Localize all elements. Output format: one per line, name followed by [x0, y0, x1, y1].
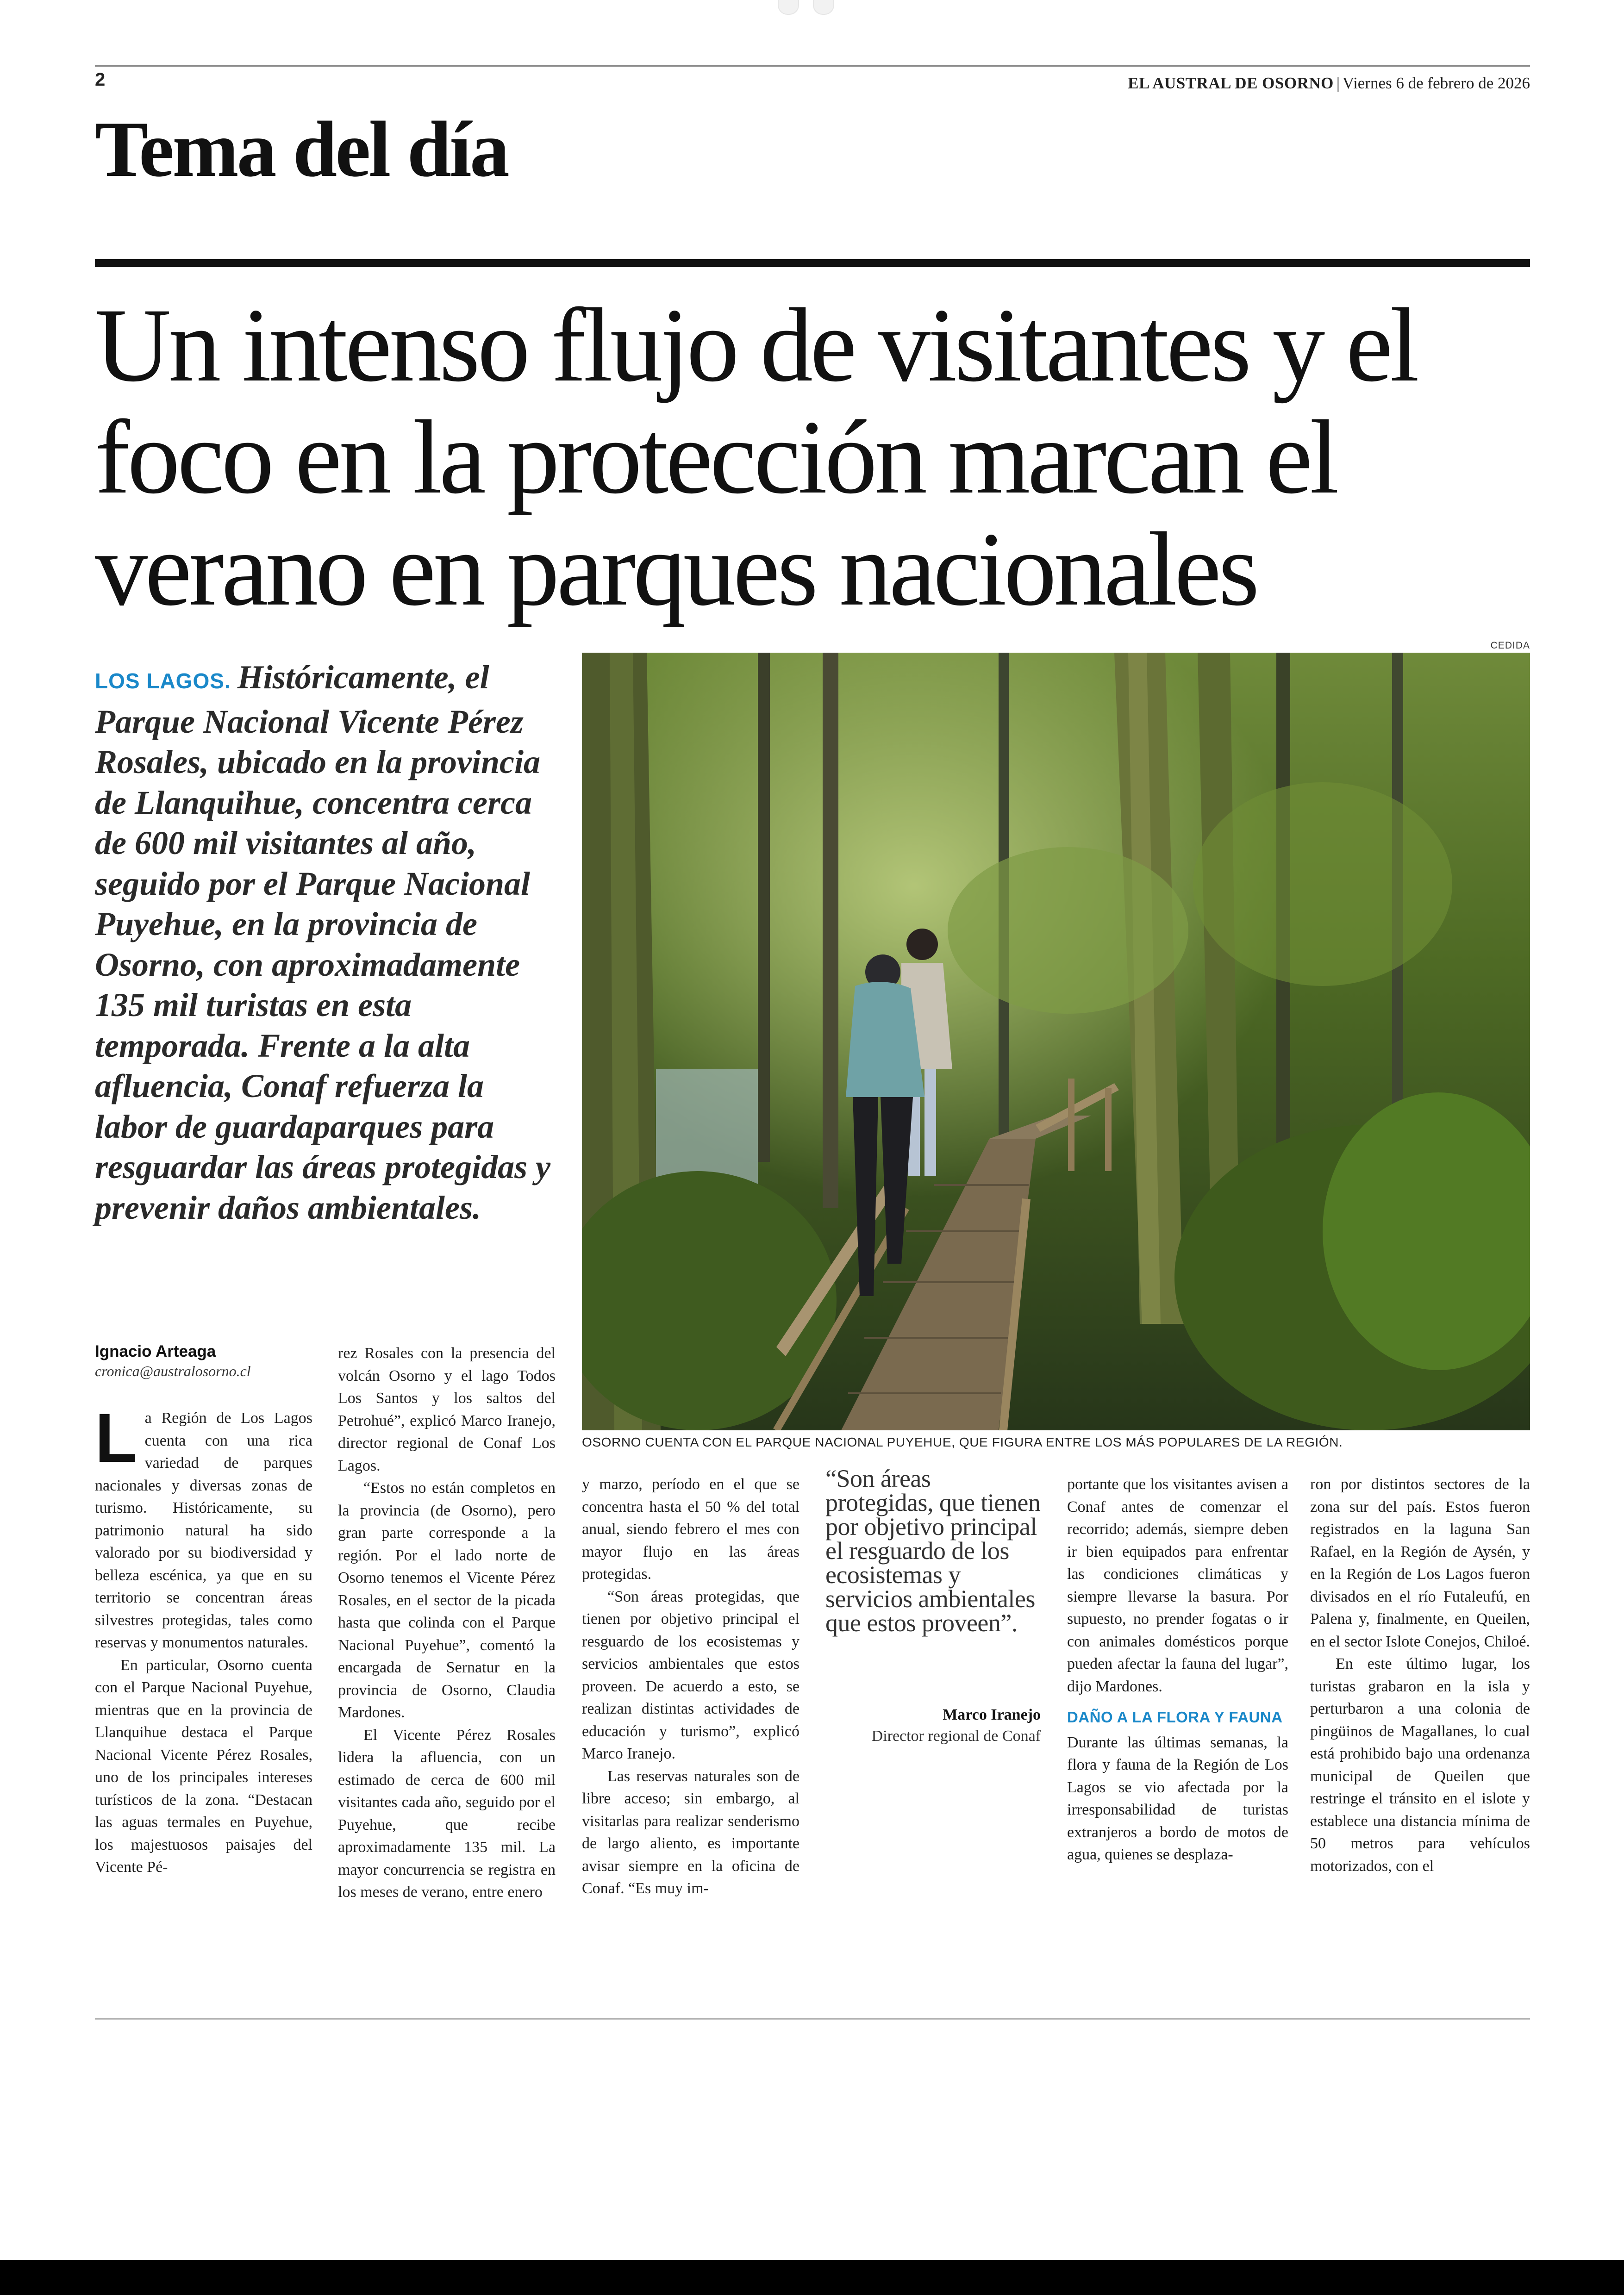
author-name: Ignacio Arteaga	[95, 1342, 216, 1360]
top-rule	[95, 65, 1530, 67]
body-paragraph: En este último lugar, los turistas grabaron en la isla y perturbaron a una colonia de pingüinos de Magallanes, lo cual está prohibido bajo una ordenanza municipal de Queilen que restringe el tránsito en el islote y establece una distancia mínima de 50 metros para vehículos motorizados, con el	[1310, 1655, 1530, 1875]
body-column-1	[95, 1399, 312, 1879]
section-rule	[95, 259, 1530, 267]
photo-credit: CEDIDA	[1490, 640, 1530, 651]
body-paragraph: y marzo, período en el que se concentra hasta el 50 % del total anual, siendo febrero el mes con mayor flujo en las áreas protegidas.	[582, 1476, 800, 1583]
author-email[interactable]: cronica@australosorno.cl	[95, 1363, 251, 1379]
body-column-6	[1310, 1473, 1530, 1877]
masthead-separator: |	[1336, 74, 1340, 92]
headline-line: foco en la protección marcan el	[95, 399, 1337, 516]
photo-caption: OSORNO CUENTA CON EL PARQUE NACIONAL PUYEHUE, QUE FIGURA ENTRE LOS MÁS POPULARES DE LA REGIÓN.	[582, 1435, 1343, 1449]
body-column-5	[1067, 1473, 1288, 1866]
article-headline	[95, 287, 1553, 628]
pull-quote	[825, 1466, 1041, 1747]
paragraph-text: a Región de Los Lagos cuenta con una rica variedad de parques nacionales y diversas zonas de turismo. Históricamente, su patrimonio natural ha sido valorado por su biodiversidad y belleza escénica, ya que en su territorio se concentran áreas silvestres protegidas, tales como reservas y monumentos naturales.	[95, 1409, 312, 1651]
prev-page-icon[interactable]	[778, 0, 799, 15]
pull-quote-name: Marco Iranejo	[943, 1706, 1041, 1723]
body-paragraph: “Estos no están completos en la provincia (de Osorno), pero gran parte corresponde a la región. Por el lado norte de Osorno tenemos el Vicente Pérez Rosales, en el sector de la picada hasta que colinda con el Parque Nacional Puyehue”, comentó la encargada de Sernatur en la provincia de Osorno, Claudia Mardones.	[338, 1479, 556, 1721]
pull-quote-attribution	[825, 1704, 1041, 1747]
headline-line: verano en parques nacionales	[95, 511, 1257, 628]
lead-text: Históricamente, el Parque Nacional Vicente Pérez Rosales, ubicado en la provincia de Llanquihue, concentra cerca de 600 mil visitantes al año, seguido por el Parque Nacional Puyehue, en la provincia de Osorno, con aproximadamente 135 mil turistas en esta temporada. Frente a la alta afluencia, Conaf refuerza la labor de guardaparques para resguardar las áreas protegidas y prevenir daños ambientales.	[95, 659, 551, 1226]
section-title: Tema del día	[95, 106, 508, 193]
body-column-2	[338, 1342, 556, 1904]
body-paragraph: rez Rosales con la presencia del volcán Osorno y el lago Todos Los Santos y los saltos del Petrohué”, explicó Marco Iranejo, director regional de Conaf Los Lagos.	[338, 1345, 556, 1474]
page-nav-controls[interactable]	[778, 0, 834, 14]
next-page-icon[interactable]	[813, 0, 834, 15]
body-paragraph	[95, 1399, 312, 1654]
body-paragraph: “Son áreas protegidas, que tienen por objetivo principal el resguardo de los ecosistemas y servicios ambientales que estos proveen. De acuerdo a esto, se realizan distintas actividades de educación y turismo”, explicó Marco Iranejo.	[582, 1588, 800, 1762]
lead-place: LOS LAGOS.	[95, 669, 231, 693]
body-paragraph: ron por distintos sectores de la zona sur del país. Estos fueron registrados en la laguna San Rafael, en la Región de Aysén, y en la Región de Los Lagos fueron divisados en el río Futaleufú, en Palena y, finalmente, en Queilen, en el sector Islote Conejos, Chiloé.	[1310, 1476, 1530, 1650]
pull-quote-text: “Son áreas protegidas, que tienen por objetivo principal el resguardo de los ecosistemas y servicios ambientales que estos proveen”.	[825, 1465, 1041, 1637]
pull-quote-role: Director regional de Conaf	[871, 1727, 1041, 1745]
bottom-rule	[95, 2018, 1530, 2020]
body-paragraph: Durante las últimas semanas, la flora y fauna de la Región de Los Lagos se vio afectada por la irresponsabilidad de turistas extranjeros a bordo de motos de agua, quienes se desplaza-	[1067, 1734, 1288, 1863]
byline	[95, 1342, 312, 1380]
body-paragraph: El Vicente Pérez Rosales lidera la afluencia, con un estimado de cerca de 600 mil visitantes cada año, seguido por el Puyehue, que recibe aproximadamente 135 mil. La mayor concurrencia se registra en los meses de verano, entre enero	[338, 1726, 556, 1901]
publication-name: EL AUSTRAL DE OSORNO	[1128, 74, 1334, 92]
body-paragraph: En particular, Osorno cuenta con el Parque Nacional Puyehue, mientras que en la provincia de Llanquihue destaca el Parque Nacional Vicente Pérez Rosales, uno de los principales intereses turísticos de la zona. “Destacan las aguas termales en Puyehue, los majestuosos paisajes del Vicente Pé-	[95, 1656, 312, 1876]
section-subhead: DAÑO A LA FLORA Y FAUNA	[1067, 1709, 1283, 1726]
forest-boardwalk-photo	[582, 653, 1530, 1430]
body-column-3	[582, 1473, 800, 1900]
drop-cap: L	[95, 1399, 137, 1477]
body-paragraph: portante que los visitantes avisen a Conaf antes de comenzar el recorrido; además, siempre deben ir bien equipados para enfrentar las condiciones climáticas y siempre llevarse la basura. Por supuesto, no prender fogatas o ir con animales domésticos porque pueden afectar la fauna del lugar”, dijo Mardones.	[1067, 1476, 1288, 1695]
body-paragraph: Las reservas naturales son de libre acceso; sin embargo, al visitarlas para realizar senderismo de largo aliento, es importante avisar siempre en la oficina de Conaf. “Es muy im-	[582, 1767, 800, 1897]
publication-date: Viernes 6 de febrero de 2026	[1342, 74, 1530, 92]
headline-line: Un intenso flujo de visitantes y el	[95, 287, 1417, 404]
article-lead	[95, 657, 558, 1228]
masthead	[1128, 74, 1530, 93]
viewer-bottom-bar	[0, 2260, 1624, 2295]
page-number: 2	[95, 69, 106, 90]
